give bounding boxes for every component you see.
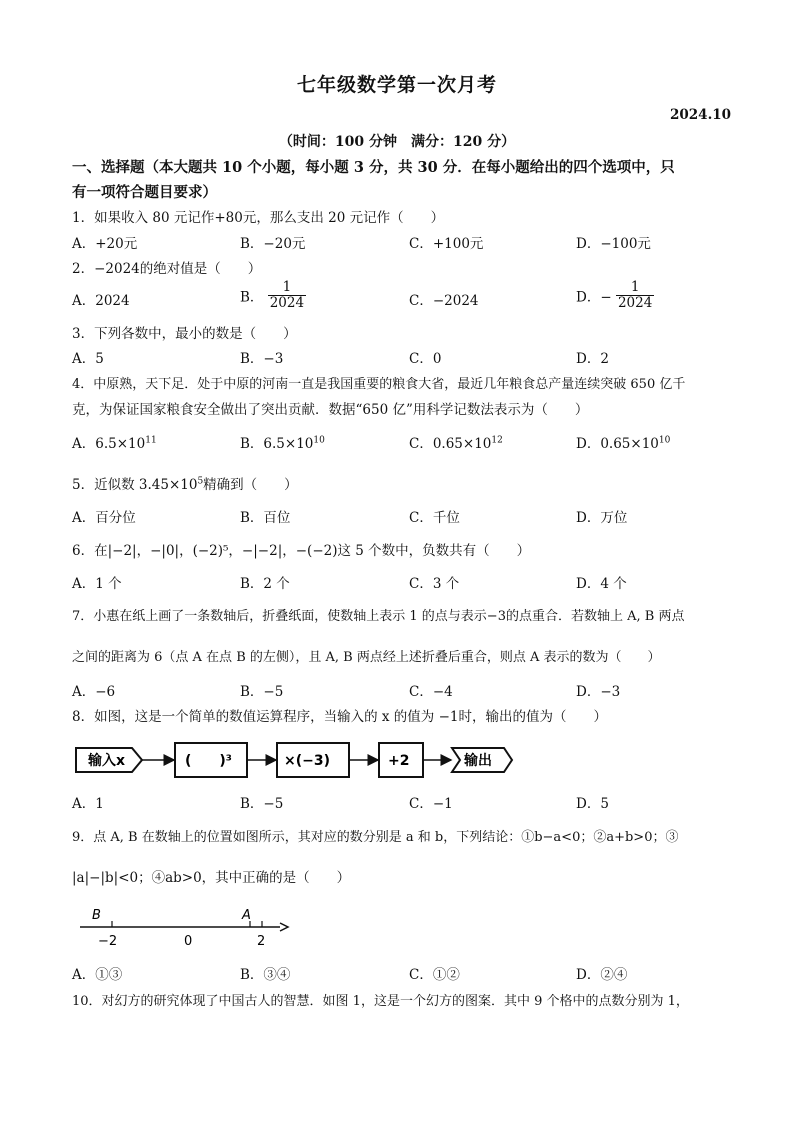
q9-number-line <box>76 903 291 953</box>
q9-stem-line2: |a|−|b|<0；④ab>0，其中正确的是（ ） <box>72 870 351 886</box>
q7-option-c: C．−4 <box>409 684 453 700</box>
exam-date: 2024.10 <box>670 107 732 123</box>
q4-option-b-exponent: 10 <box>313 435 325 446</box>
q3-option-b: B．−3 <box>240 351 284 367</box>
q1-option-c: C．+100元 <box>409 236 484 252</box>
q6-option-c: C．3 个 <box>409 576 460 592</box>
q3-option-a: A．5 <box>72 351 104 367</box>
q9-option-c: C．①② <box>409 967 460 983</box>
time-info: （时间：100 分钟 满分：120 分） <box>278 134 516 150</box>
q5-stem-exponent: 5 <box>197 476 204 487</box>
q2-option-d-fraction <box>616 280 654 311</box>
q4-option-b <box>240 432 325 452</box>
q1-option-d: D．−100元 <box>576 236 651 252</box>
q1-option-b: B．−20元 <box>240 236 306 252</box>
q8-option-b: B．−5 <box>240 796 284 812</box>
q6-option-d: D．4 个 <box>576 576 627 592</box>
q3-stem: 3．下列各数中，最小的数是（ ） <box>72 326 297 342</box>
q10-stem-line1: 10．对幻方的研究体现了中国古人的智慧．如图 1，这是一个幻方的图案．其中 9 个格中的点数分别为 1， <box>72 994 689 1009</box>
q8-option-a: A．1 <box>72 796 104 812</box>
q2-option-d <box>576 280 654 311</box>
flow-box-multiply-label: ×(−3) <box>284 753 330 769</box>
q2-option-c: C．−2024 <box>409 293 479 309</box>
fraction-numerator: 1 <box>268 280 306 296</box>
q3-option-d: D．2 <box>576 351 609 367</box>
axis-arrow <box>280 923 288 931</box>
q2-option-d-label: D．− <box>576 289 612 306</box>
point-a-label: A <box>242 908 251 923</box>
q5-option-d: D．万位 <box>576 510 628 526</box>
q5-option-a: A．百分位 <box>72 510 136 526</box>
q5-option-b: B．百位 <box>240 510 291 526</box>
q4-option-a-base: A．6.5×10 <box>72 436 146 452</box>
q6-stem: 6．在|−2|，−|0|，(−2)⁵，−|−2|，−(−2)这 5 个数中，负数共有（ ） <box>72 543 531 559</box>
point-b-label: B <box>92 908 101 923</box>
q7-option-d: D．−3 <box>576 684 621 700</box>
q4-stem-line1: 4．中原熟，天下足．处于中原的河南一直是我国重要的粮食大省，最近几年粮食总产量连续突破 650 亿千 <box>72 377 686 392</box>
q8-stem: 8．如图，这是一个简单的数值运算程序，当输入的 x 的值为 −1时，输出的值为（ ） <box>72 709 607 725</box>
q2-option-b-fraction <box>268 280 306 311</box>
q2-option-b <box>240 280 306 311</box>
section-heading-line2: 有一项符合题目要求） <box>72 184 217 201</box>
q4-option-c-base: C．0.65×10 <box>409 436 492 452</box>
q4-option-d <box>576 432 670 452</box>
section-heading-line1: 一、选择题（本大题共 10 个小题，每小题 3 分，共 30 分．在每小题给出的四个选项中，只 <box>72 159 675 176</box>
q4-option-d-base: D．0.65×10 <box>576 436 659 452</box>
q5-option-c: C．千位 <box>409 510 460 526</box>
q9-option-d: D．②④ <box>576 967 628 983</box>
q6-option-a: A．1 个 <box>72 576 122 592</box>
flow-output-label: 输出 <box>464 753 492 769</box>
tick-label-0: 0 <box>184 934 193 949</box>
q5-stem-part2: 精确到（ ） <box>203 477 298 493</box>
fraction-numerator: 1 <box>616 280 654 296</box>
q5-stem-part1: 5．近似数 3.45×10 <box>72 477 198 493</box>
q4-option-a-exponent: 11 <box>145 435 157 446</box>
q4-option-c <box>409 432 503 452</box>
q4-option-d-exponent: 10 <box>658 435 671 446</box>
q7-option-a: A．−6 <box>72 684 116 700</box>
q2-stem: 2．−2024的绝对值是（ ） <box>72 261 262 277</box>
q4-option-c-exponent: 12 <box>491 435 503 446</box>
q6-option-b: B．2 个 <box>240 576 290 592</box>
flow-box-cube-label: ( )³ <box>185 753 232 769</box>
q8-flowchart <box>74 740 514 780</box>
q1-option-a: A．+20元 <box>72 236 138 252</box>
q5-stem <box>72 473 298 493</box>
page-title: 七年级数学第一次月考 <box>296 74 497 96</box>
q4-option-a <box>72 432 157 452</box>
fraction-denominator: 2024 <box>617 295 653 311</box>
q9-stem-line1: 9．点 A, B 在数轴上的位置如图所示，其对应的数分别是 a 和 b，下列结论：①b−a<0；②a+b>0；③ <box>72 830 679 845</box>
flow-input-label: 输入x <box>88 753 126 769</box>
q4-stem-line2: 克，为保证国家粮食安全做出了突出贡献．数据“650 亿”用科学记数法表示为（ ） <box>72 402 589 418</box>
q2-option-a: A．2024 <box>72 293 130 309</box>
q1-stem: 1．如果收入 80 元记作+80元，那么支出 20 元记作（ ） <box>72 210 445 226</box>
flow-box-add-label: +2 <box>388 753 410 769</box>
q3-option-c: C．0 <box>409 351 442 367</box>
q2-option-b-label: B． <box>240 289 264 306</box>
fraction-denominator: 2024 <box>269 295 305 311</box>
tick-label-neg2: −2 <box>98 934 118 949</box>
q4-option-b-base: B．6.5×10 <box>240 436 314 452</box>
q7-option-b: B．−5 <box>240 684 284 700</box>
q8-option-d: D．5 <box>576 796 609 812</box>
q7-stem-line1: 7．小惠在纸上画了一条数轴后，折叠纸面，使数轴上表示 1 的点与表示−3的点重合．若数轴上 A, B 两点 <box>72 609 685 624</box>
q9-option-b: B．③④ <box>240 967 291 983</box>
q8-option-c: C．−1 <box>409 796 453 812</box>
q7-stem-line2: 之间的距离为 6（点 A 在点 B 的左侧），且 A, B 两点经上述折叠后重合，则点 A 表示的数为（ ） <box>72 650 661 665</box>
tick-label-2: 2 <box>257 934 266 949</box>
q9-option-a: A．①③ <box>72 967 123 983</box>
